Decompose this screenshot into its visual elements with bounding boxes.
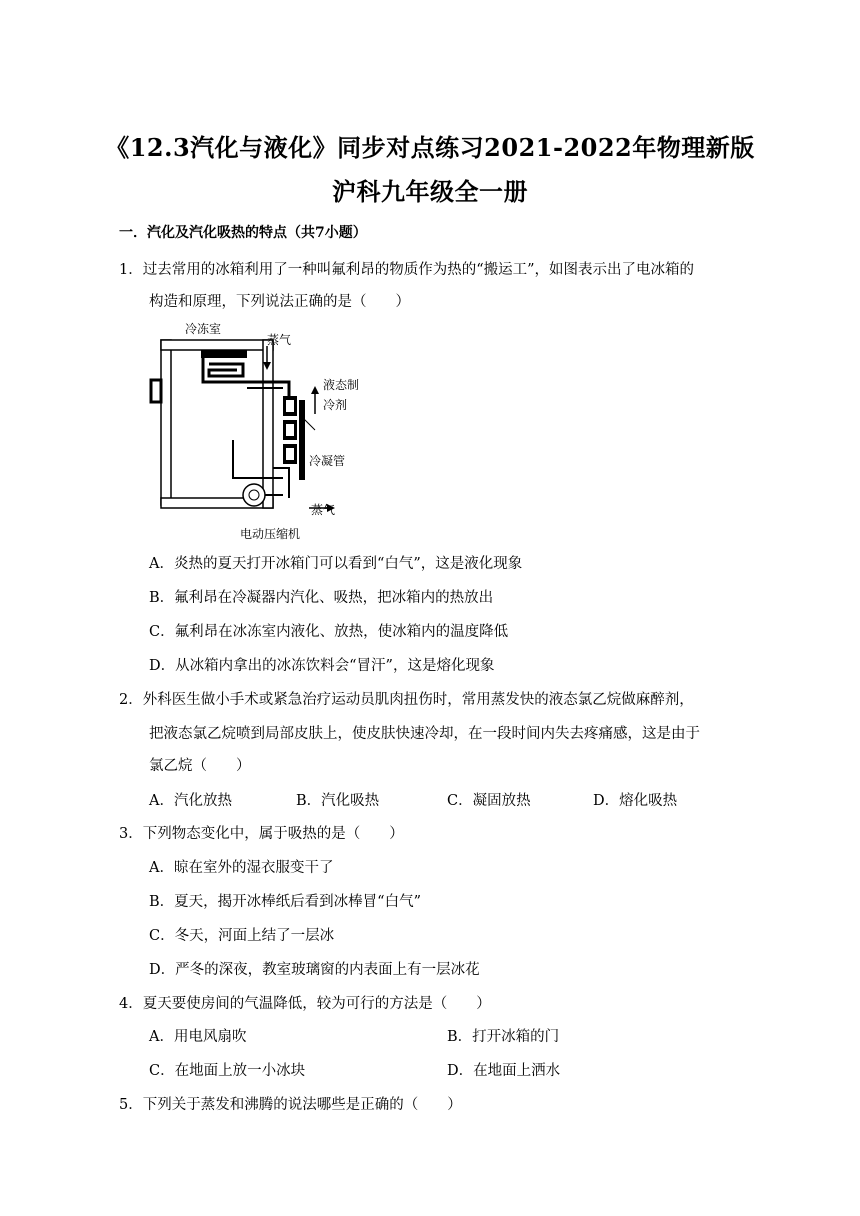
question-1-stem-line2: 构造和原理，下列说法正确的是（ ）	[149, 294, 410, 310]
condenser-fin	[299, 400, 305, 480]
liquid-refrigerant-label-1: 液态制	[323, 378, 360, 392]
cabinet-top-wall	[161, 340, 273, 350]
freezer-label: 冷冻室	[185, 322, 222, 336]
compressor-label: 电动压缩机	[240, 527, 301, 541]
steam-top-label: 蒸气	[267, 333, 292, 347]
q2-option-d: D．熔化吸热	[593, 793, 678, 809]
q3-option-a: A．晾在室外的湿衣服变干了	[149, 860, 334, 876]
question-1-stem-line1: 1．过去常用的冰箱利用了一种叫氟利昂的物质作为热的“搬运工”，如图表示出了电冰箱的	[119, 262, 695, 278]
section-heading: 一．汽化及汽化吸热的特点（共7小题）	[119, 225, 367, 241]
refrigerator-diagram	[149, 318, 364, 543]
question-5-stem: 5．下列关于蒸发和沸腾的说法哪些是正确的（ ）	[119, 1097, 462, 1113]
q3-option-d: D．严冬的深夜，教室玻璃窗的内表面上有一层冰花	[149, 962, 480, 978]
steam-bottom-label: 蒸气	[311, 503, 336, 517]
q3-option-b: B．夏天，揭开冰棒纸后看到冰棒冒“白气”	[149, 894, 421, 910]
q4-option-a: A．用电风扇吹	[149, 1029, 247, 1045]
q4-option-d: D．在地面上洒水	[447, 1063, 561, 1079]
question-2-stem-line3: 氯乙烷（ ）	[149, 758, 251, 774]
question-2-stem-line1: 2．外科医生做小手术或紧急治疗运动员肌肉扭伤时，常用蒸发快的液态氯乙烷做麻醉剂，	[119, 692, 694, 708]
compressor-circle	[243, 484, 265, 506]
liquid-pipe	[233, 440, 283, 478]
q1-option-a: A．炎热的夏天打开冰箱门可以看到“白气”，这是液化现象	[149, 556, 523, 572]
question-3-stem: 3．下列物态变化中，属于吸热的是（ ）	[119, 826, 404, 842]
q1-option-d: D．从冰箱内拿出的冰冻饮料会“冒汗”，这是熔化现象	[149, 658, 495, 674]
question-2-stem-line2: 把液态氯乙烷喷到局部皮肤上，使皮肤快速冷却，在一段时间内失去疼痛感，这是由于	[149, 726, 700, 742]
q2-option-a: A．汽化放热	[149, 793, 232, 809]
question-4-stem: 4．夏天要使房间的气温降低，较为可行的方法是（ ）	[119, 996, 491, 1012]
q1-option-c: C．氟利昂在冰冻室内液化、放热，使冰箱内的温度降低	[149, 624, 509, 640]
condenser-label: 冷凝管	[309, 454, 346, 468]
q1-option-b: B．氟利昂在冷凝器内汽化、吸热，把冰箱内的热放出	[149, 590, 494, 606]
liquid-refrigerant-label-2: 冷剂	[323, 398, 348, 412]
document-title-line2: 沪科九年级全一册	[332, 177, 528, 206]
document-title-line1: 《12.3汽化与液化》同步对点练习2021-2022年物理新版	[105, 133, 755, 162]
freezer-coil	[203, 358, 247, 382]
q4-option-c: C．在地面上放一小冰块	[149, 1063, 306, 1079]
q3-option-c: C．冬天，河面上结了一层冰	[149, 928, 335, 944]
arrow-up	[311, 386, 319, 394]
q2-option-c: C．凝固放热	[447, 793, 531, 809]
freezer-shelf	[201, 350, 247, 358]
q2-option-b: B．汽化吸热	[296, 793, 380, 809]
q4-option-b: B．打开冰箱的门	[447, 1029, 560, 1045]
door-handle	[151, 380, 161, 402]
cabinet-left-wall	[161, 340, 171, 505]
